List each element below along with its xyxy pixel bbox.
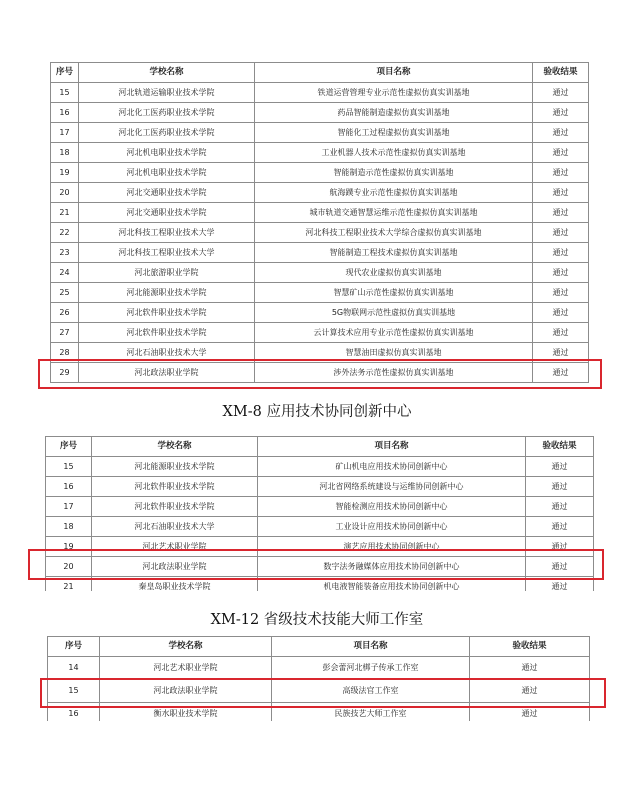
cell-project: 河北科技工程职业技术大学综合虚拟仿真实训基地 <box>255 223 533 243</box>
cell-index: 27 <box>51 323 79 343</box>
cell-school: 河北机电职业技术学院 <box>79 143 255 163</box>
table-row <box>51 323 589 343</box>
cell-school: 河北石油职业技术大学 <box>79 343 255 363</box>
col-header-project: 项目名称 <box>255 63 533 83</box>
col-header-school: 学校名称 <box>79 63 255 83</box>
table3-crop-edge <box>0 721 634 741</box>
table-row <box>51 143 589 163</box>
cell-project: 智能化工过程虚拟仿真实训基地 <box>255 123 533 143</box>
cell-school: 河北政法职业学院 <box>100 680 272 703</box>
cell-index: 19 <box>46 537 92 557</box>
cell-project: 工业机器人技术示范性虚拟仿真实训基地 <box>255 143 533 163</box>
cell-index: 21 <box>51 203 79 223</box>
cell-project: 智慧油田虚拟仿真实训基地 <box>255 343 533 363</box>
cell-school: 河北艺术职业学院 <box>100 657 272 680</box>
col-header-school: 学校名称 <box>92 437 258 457</box>
table-header-row <box>46 437 594 457</box>
cell-project: 云计算技术应用专业示范性虚拟仿真实训基地 <box>255 323 533 343</box>
table-innovation-centers <box>45 436 594 597</box>
cell-result: 通过 <box>533 103 589 123</box>
cell-index: 15 <box>46 457 92 477</box>
cell-result: 通过 <box>533 263 589 283</box>
table-row <box>48 680 590 703</box>
cell-index: 22 <box>51 223 79 243</box>
cell-school: 河北交通职业技术学院 <box>79 183 255 203</box>
table-row <box>51 123 589 143</box>
cell-index: 21 <box>46 577 92 597</box>
cell-school: 河北政法职业学院 <box>79 363 255 383</box>
table-row <box>51 83 589 103</box>
cell-result: 通过 <box>533 243 589 263</box>
table-training-bases <box>50 62 589 383</box>
table-row <box>48 657 590 680</box>
cell-project: 涉外法务示范性虚拟仿真实训基地 <box>255 363 533 383</box>
cell-result: 通过 <box>470 680 590 703</box>
col-header-index: 序号 <box>51 63 79 83</box>
cell-school: 河北化工医药职业技术学院 <box>79 103 255 123</box>
table-row <box>51 183 589 203</box>
cell-project: 现代农业虚拟仿真实训基地 <box>255 263 533 283</box>
cell-index: 20 <box>46 557 92 577</box>
cell-school: 河北能源职业技术学院 <box>79 283 255 303</box>
cell-school: 河北软件职业技术学院 <box>79 303 255 323</box>
table-row <box>46 457 594 477</box>
cell-project: 工业设计应用技术协同创新中心 <box>258 517 526 537</box>
cell-index: 15 <box>51 83 79 103</box>
cell-project: 智能制造工程技术虚拟仿真实训基地 <box>255 243 533 263</box>
table-row <box>46 537 594 557</box>
cell-project: 铁道运营管理专业示范性虚拟仿真实训基地 <box>255 83 533 103</box>
cell-index: 19 <box>51 163 79 183</box>
cell-project: 彭会蕾河北梆子传承工作室 <box>272 657 470 680</box>
cell-result: 通过 <box>526 497 594 517</box>
cell-school: 河北交通职业技术学院 <box>79 203 255 223</box>
cell-index: 15 <box>48 680 100 703</box>
table-row <box>46 497 594 517</box>
cell-school: 河北轨道运输职业技术学院 <box>79 83 255 103</box>
table-row <box>51 223 589 243</box>
cell-result: 通过 <box>533 83 589 103</box>
cell-project: 机电液智能装备应用技术协同创新中心 <box>258 577 526 597</box>
table-row <box>46 477 594 497</box>
col-header-index: 序号 <box>46 437 92 457</box>
cell-index: 24 <box>51 263 79 283</box>
cell-school: 秦皇岛职业技术学院 <box>92 577 258 597</box>
table-row <box>51 363 589 383</box>
cell-result: 通过 <box>533 123 589 143</box>
table-row <box>51 243 589 263</box>
cell-project: 演艺应用技术协同创新中心 <box>258 537 526 557</box>
col-header-result: 验收结果 <box>533 63 589 83</box>
cell-project: 智能检测应用技术协同创新中心 <box>258 497 526 517</box>
cell-project: 矿山机电应用技术协同创新中心 <box>258 457 526 477</box>
cell-result: 通过 <box>533 223 589 243</box>
cell-index: 17 <box>46 497 92 517</box>
cell-school: 河北石油职业技术大学 <box>92 517 258 537</box>
cell-index: 29 <box>51 363 79 383</box>
cell-index: 17 <box>51 123 79 143</box>
col-header-school: 学校名称 <box>100 637 272 657</box>
cell-result: 通过 <box>470 703 590 726</box>
table-header-row <box>48 637 590 657</box>
cell-school: 河北政法职业学院 <box>92 557 258 577</box>
table-header-row <box>51 63 589 83</box>
table-row <box>51 103 589 123</box>
cell-project: 智能制造示范性虚拟仿真实训基地 <box>255 163 533 183</box>
cell-index: 20 <box>51 183 79 203</box>
cell-index: 14 <box>48 657 100 680</box>
col-header-project: 项目名称 <box>272 637 470 657</box>
cell-result: 通过 <box>526 517 594 537</box>
cell-index: 28 <box>51 343 79 363</box>
cell-school: 河北机电职业技术学院 <box>79 163 255 183</box>
table-master-studios <box>47 636 590 726</box>
cell-result: 通过 <box>533 363 589 383</box>
cell-result: 通过 <box>533 323 589 343</box>
cell-index: 16 <box>51 103 79 123</box>
cell-index: 16 <box>46 477 92 497</box>
cell-index: 25 <box>51 283 79 303</box>
cell-school: 衡水职业技术学院 <box>100 703 272 726</box>
cell-project: 航海蹼专业示范性虚拟仿真实训基地 <box>255 183 533 203</box>
cell-project: 数字法务融媒体应用技术协同创新中心 <box>258 557 526 577</box>
cell-index: 16 <box>48 703 100 726</box>
cell-school: 河北软件职业技术学院 <box>92 477 258 497</box>
cell-result: 通过 <box>533 343 589 363</box>
cell-result: 通过 <box>533 203 589 223</box>
cell-project: 5G物联网示范性虚拟仿真实训基地 <box>255 303 533 323</box>
cell-project: 智慧矿山示范性虚拟仿真实训基地 <box>255 283 533 303</box>
cell-result: 通过 <box>526 577 594 597</box>
table-row <box>51 163 589 183</box>
cell-project: 民族技艺大师工作室 <box>272 703 470 726</box>
cell-project: 河北省网络系统建设与运维协同创新中心 <box>258 477 526 497</box>
cell-result: 通过 <box>526 457 594 477</box>
table2-crop-edge <box>0 591 634 603</box>
cell-school: 河北软件职业技术学院 <box>92 497 258 517</box>
table-row <box>46 517 594 537</box>
cell-index: 18 <box>46 517 92 537</box>
cell-result: 通过 <box>533 183 589 203</box>
cell-school: 河北能源职业技术学院 <box>92 457 258 477</box>
table-row <box>51 303 589 323</box>
cell-result: 通过 <box>526 557 594 577</box>
col-header-result: 验收结果 <box>526 437 594 457</box>
cell-school: 河北软件职业技术学院 <box>79 323 255 343</box>
cell-result: 通过 <box>526 537 594 557</box>
cell-result: 通过 <box>533 163 589 183</box>
cell-index: 23 <box>51 243 79 263</box>
cell-index: 18 <box>51 143 79 163</box>
cell-project: 高级法官工作室 <box>272 680 470 703</box>
table-row <box>51 283 589 303</box>
cell-result: 通过 <box>533 143 589 163</box>
table-row <box>51 263 589 283</box>
cell-index: 26 <box>51 303 79 323</box>
cell-result: 通过 <box>533 303 589 323</box>
cell-project: 药品智能制造虚拟仿真实训基地 <box>255 103 533 123</box>
cell-school: 河北化工医药职业技术学院 <box>79 123 255 143</box>
table-row <box>51 203 589 223</box>
section-heading-xm8: XM-8 应用技术协同创新中心 <box>222 404 412 420</box>
cell-result: 通过 <box>526 477 594 497</box>
cell-school: 河北艺术职业学院 <box>92 537 258 557</box>
cell-school: 河北科技工程职业技术大学 <box>79 243 255 263</box>
cell-school: 河北科技工程职业技术大学 <box>79 223 255 243</box>
table-row <box>46 557 594 577</box>
cell-project: 城市轨道交通智慧运维示范性虚拟仿真实训基地 <box>255 203 533 223</box>
cell-result: 通过 <box>470 657 590 680</box>
cell-school: 河北旅游职业学院 <box>79 263 255 283</box>
col-header-index: 序号 <box>48 637 100 657</box>
section-heading-xm12: XM-12 省级技术技能大师工作室 <box>210 612 424 628</box>
table-row <box>51 343 589 363</box>
col-header-result: 验收结果 <box>470 637 590 657</box>
col-header-project: 项目名称 <box>258 437 526 457</box>
cell-result: 通过 <box>533 283 589 303</box>
